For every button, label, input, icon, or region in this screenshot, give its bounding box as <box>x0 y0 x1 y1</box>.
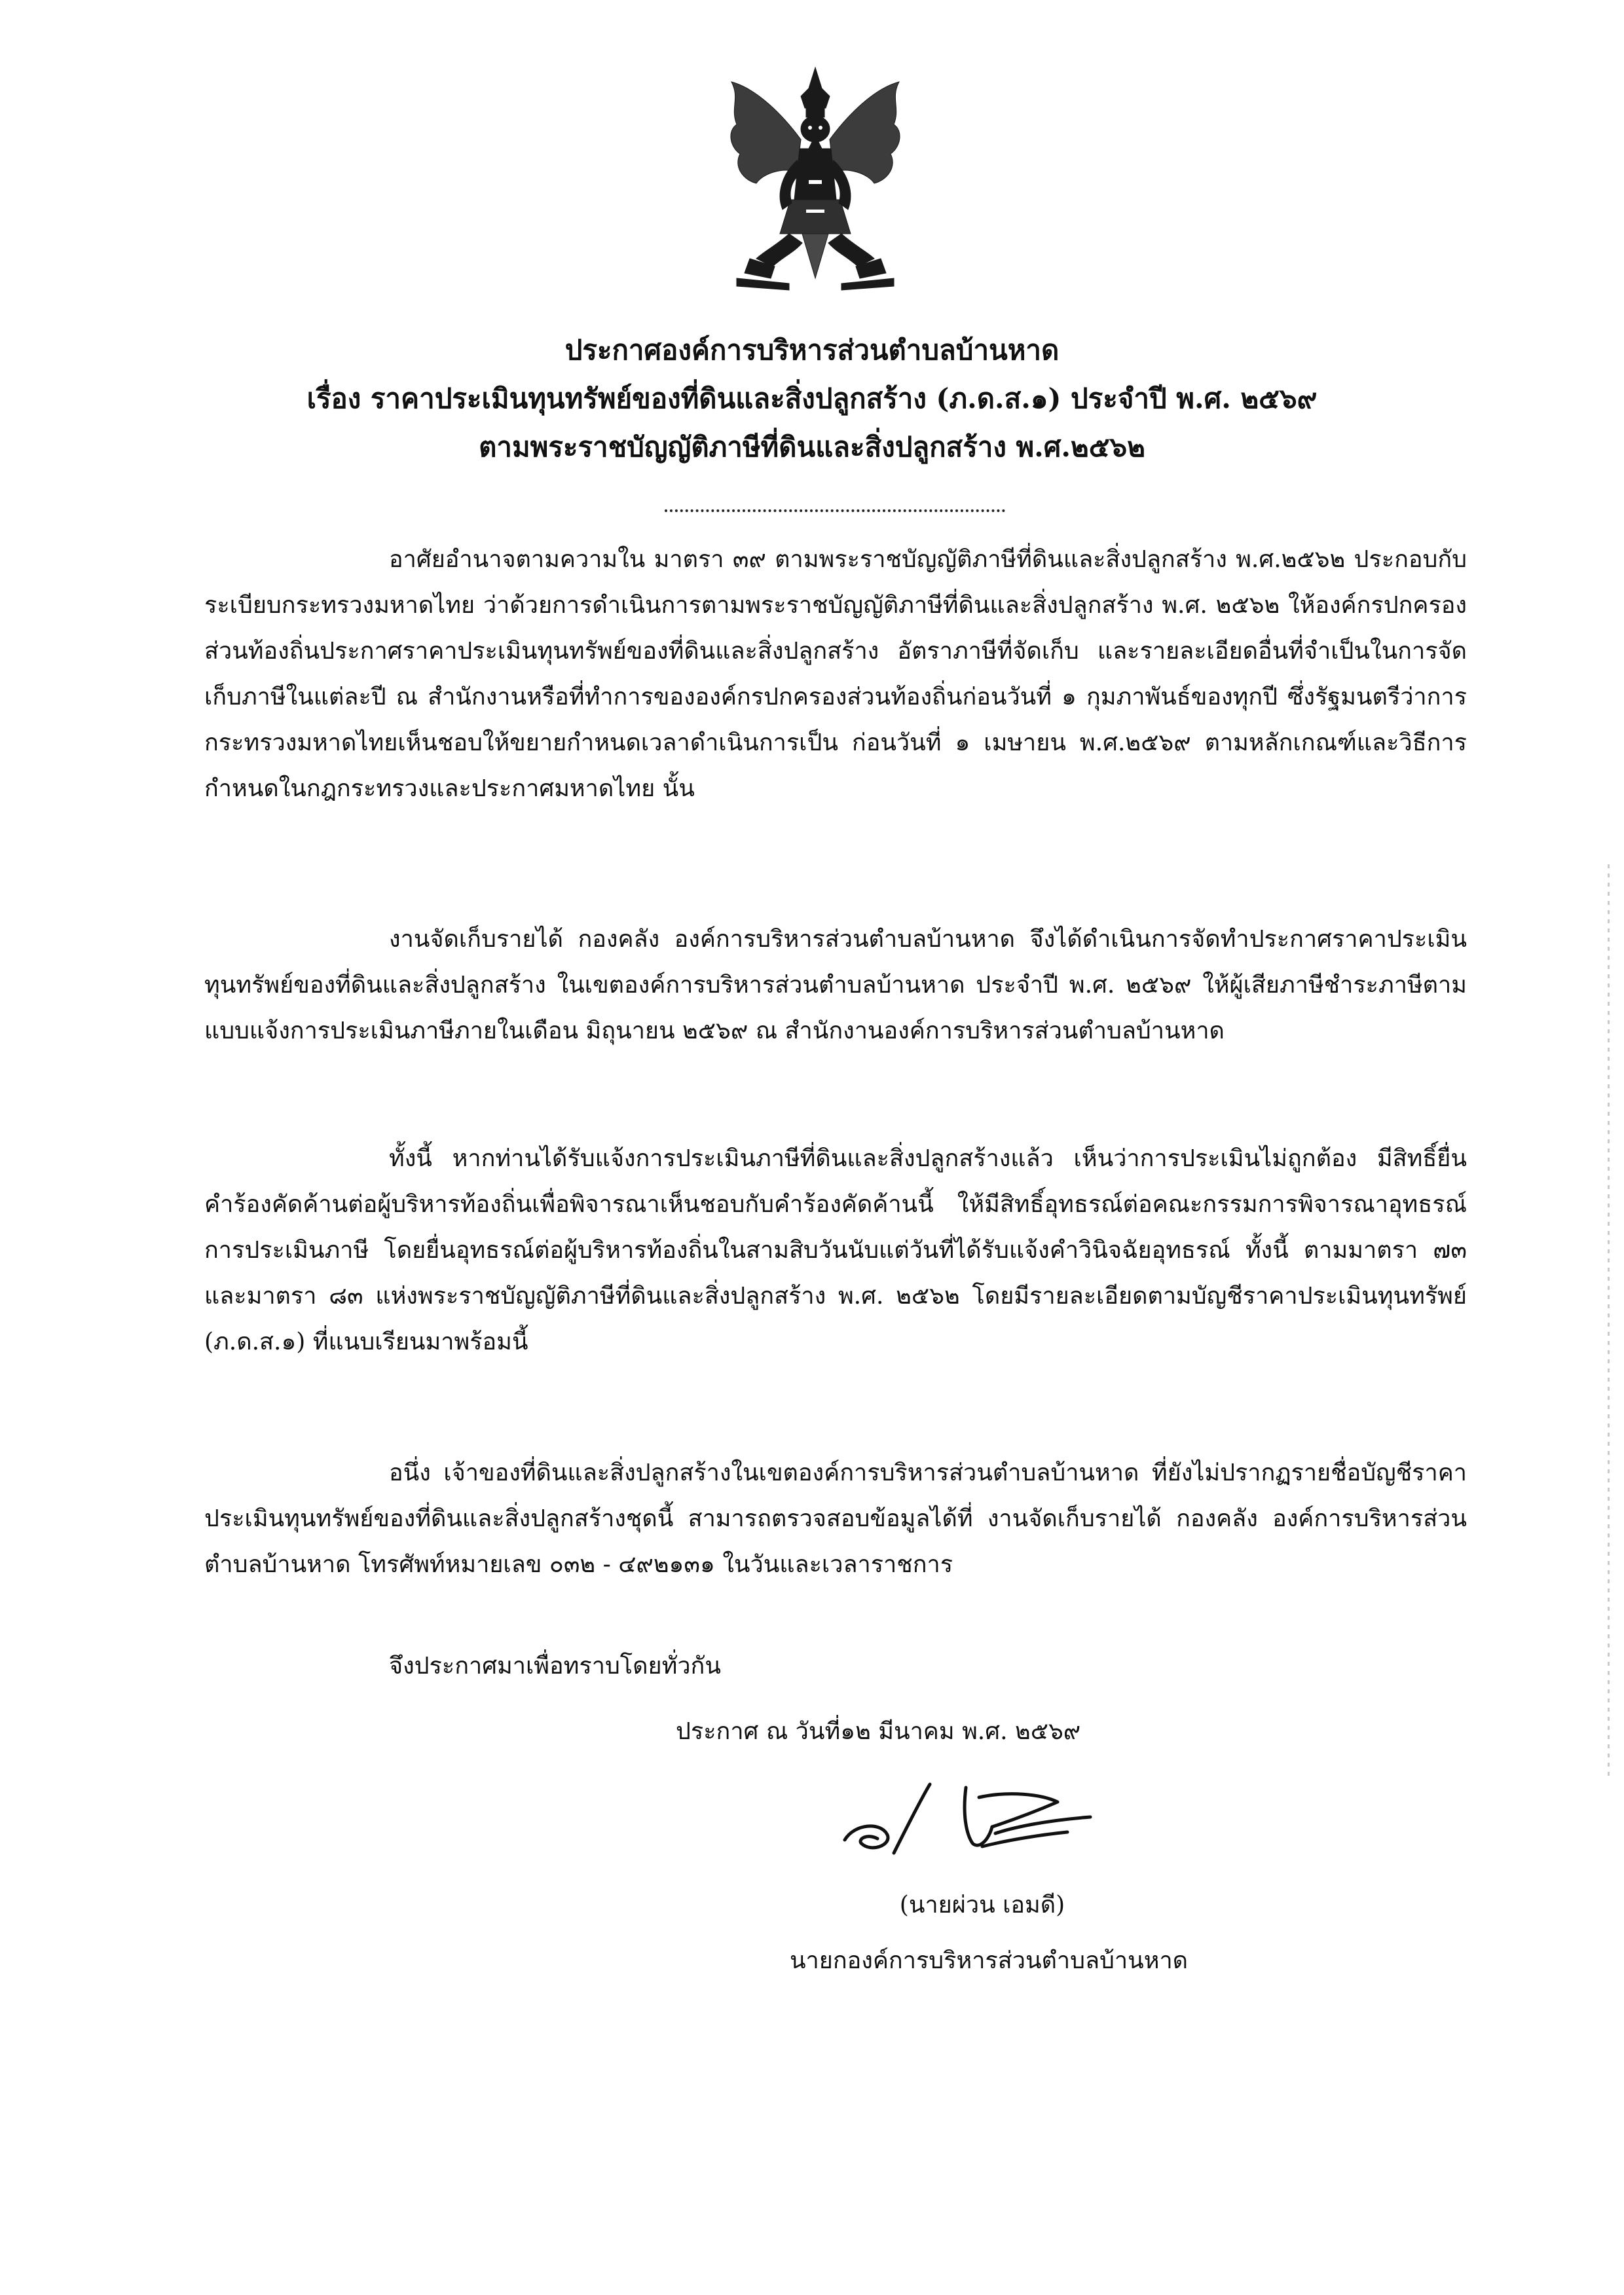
scan-edge-mark <box>1608 864 1610 1781</box>
signatory-name: (นายผ่วน เอมดี) <box>899 1892 1065 1919</box>
closing-statement: จึงประกาศมาเพื่อทราบโดยทั่วกัน <box>389 1653 721 1680</box>
paragraph-text: ทั้งนี้ หากท่านได้รับแจ้งการประเมินภาษีที่ดินและสิ่งปลูกสร้างแล้ว เห็นว่าการประเมินไม่ถูกต้อง มีสิทธิ์ยื่นคำร้องคัดค้านต่อผู้บริหารท้องถิ่นเพื่อพิจารณาเห็นชอบกับคำร้องคัดค้านนี้ ให้มีสิทธิ์อุทธรณ์ต่อคณะกรรมการพิจารณาอุทธรณ์การประเมินภาษี โดยยื่นอุทธรณ์ต่อผู้บริหารท้องถิ่นในสามสิบวันนับแต่วันที่ได้รับแจ้งคำวินิจฉัยอุทธรณ์ ทั้งนี้ ตามมาตรา ๗๓ และมาตรา ๘๓ แห่งพระราชบัญญัติภาษีที่ดินและสิ่งปลูกสร้าง พ.ศ. ๒๕๖๒ โดยมีรายละเอียดตามบัญชีราคาประเมินทุนทรัพย์ (ภ.ด.ส.๑) ที่แนบเรียนมาพร้อมนี้ <box>204 1145 1467 1355</box>
paragraph-text: อนึ่ง เจ้าของที่ดินและสิ่งปลูกสร้างในเขตองค์การบริหารส่วนตำบลบ้านหาด ที่ยังไม่ปรากฏรายชื่อบัญชีราคาประเมินทุนทรัพย์ของที่ดินและสิ่งปลูกสร้างชุดนี้ สามารถตรวจสอบข้อมูลได้ที่ งานจัดเก็บรายได้ กองคลัง องค์การบริหารส่วนตำบลบ้านหาด โทรศัพท์หมายเลข ๐๓๒ - ๔๙๒๑๓๑ ในวันและเวลาราชการ <box>204 1460 1467 1578</box>
paragraph-revenue-office <box>204 917 1467 1054</box>
handwritten-signature <box>832 1761 1107 1873</box>
dotted-separator <box>665 509 1005 512</box>
announcement-act: ตามพระราชบัญญัติภาษีที่ดินและสิ่งปลูกสร้าง พ.ศ.๒๕๖๒ <box>479 431 1145 463</box>
announcement-subject: เรื่อง ราคาประเมินทุนทรัพย์ของที่ดินและสิ่งปลูกสร้าง (ภ.ด.ส.๑) ประจำปี พ.ศ. ๒๕๖๙ <box>306 382 1318 414</box>
paragraph-text: งานจัดเก็บรายได้ กองคลัง องค์การบริหารส่วนตำบลบ้านหาด จึงได้ดำเนินการจัดทำประกาศราคาประเมินทุนทรัพย์ของที่ดินและสิ่งปลูกสร้าง ในเขตองค์การบริหารส่วนตำบลบ้านหาด ประจำปี พ.ศ. ๒๕๖๙ ให้ผู้เสียภาษีชำระภาษีตามแบบแจ้งการประเมินภาษีภายในเดือน มิถุนายน ๒๕๖๙ ณ สำนักงานองค์การบริหารส่วนตำบลบ้านหาด <box>204 926 1467 1044</box>
signatory-position: นายกองค์การบริหารส่วนตำบลบ้านหาด <box>789 1947 1189 1974</box>
paragraph-text: อาศัยอำนาจตามความใน มาตรา ๓๙ ตามพระราชบัญญัติภาษีที่ดินและสิ่งปลูกสร้าง พ.ศ.๒๕๖๒ ประกอบกับระเบียบกระทรวงมหาดไทย ว่าด้วยการดำเนินการตามพระราชบัญญัติภาษีที่ดินและสิ่งปลูกสร้าง พ.ศ. ๒๕๖๒ ให้องค์กรปกครองส่วนท้องถิ่นประกาศราคาประเมินทุนทรัพย์ของที่ดินและสิ่งปลูกสร้าง อัตราภาษีที่จัดเก็บ และรายละเอียดอื่นที่จำเป็นในการจัดเก็บภาษีในแต่ละปี ณ สำนักงานหรือที่ทำการขององค์กรปกครองส่วนท้องถิ่นก่อนวันที่ ๑ กุมภาพันธ์ของทุกปี ซึ่งรัฐมนตรีว่าการกระทรวงมหาดไทยเห็นชอบให้ขยายกำหนดเวลาดำเนินการเป็น ก่อนวันที่ ๑ เมษายน พ.ศ.๒๕๖๙ ตามหลักเกณฑ์และวิธีการกำหนดในกฎกระทรวงและประกาศมหาดไทย นั้น <box>204 546 1467 802</box>
paragraph-authority <box>204 537 1467 812</box>
garuda-emblem-icon <box>710 62 920 298</box>
paragraph-appeal <box>204 1136 1467 1365</box>
announcement-title: ประกาศองค์การบริหารส่วนตำบลบ้านหาด <box>564 334 1060 366</box>
paragraph-contact <box>204 1450 1467 1588</box>
announcement-date: ประกาศ ณ วันที่๑๒ มีนาคม พ.ศ. ๒๕๖๙ <box>676 1718 1081 1745</box>
